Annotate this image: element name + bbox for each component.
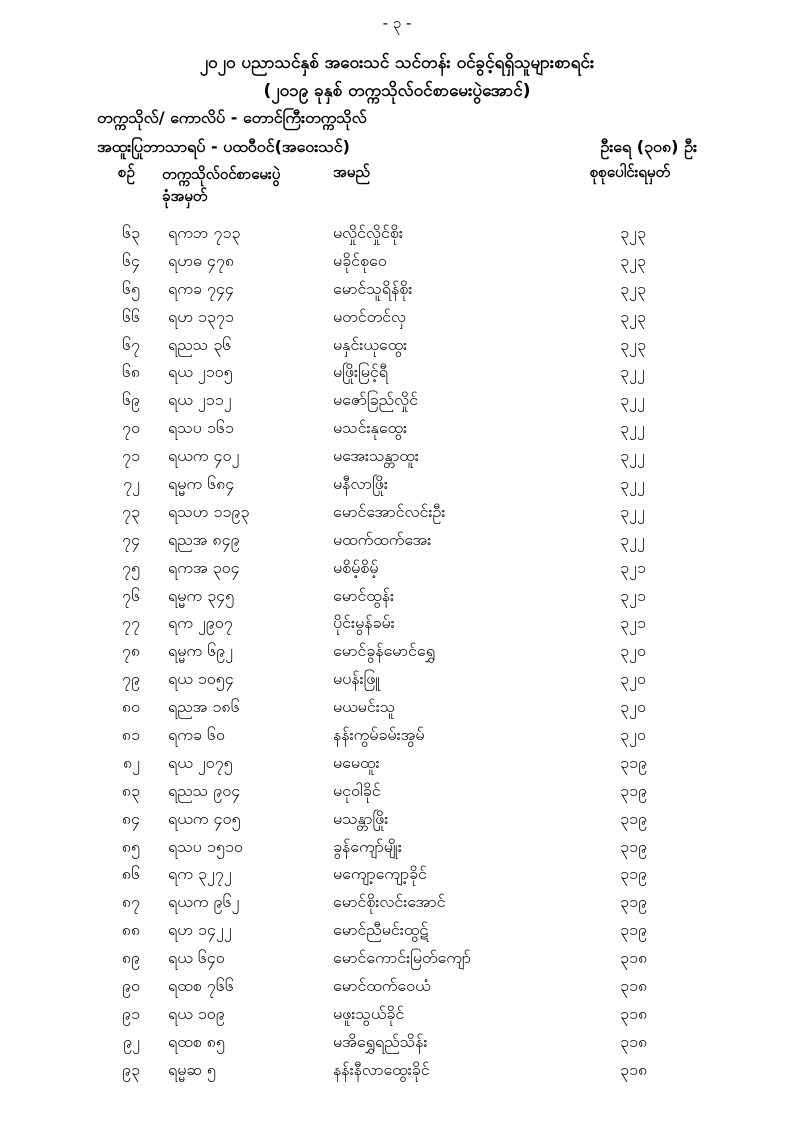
student-name: မယမင်းသူ — [333, 697, 396, 717]
row-number: ၈၂ — [123, 752, 140, 772]
roll-number: ရမ္မက ၆၉၂ — [168, 641, 233, 661]
table-row — [0, 861, 794, 889]
row-number: ၉၃ — [122, 1059, 140, 1079]
total-marks: ၃၂၁ — [620, 613, 646, 633]
total-marks: ၃၂၂ — [620, 446, 645, 466]
table-row — [0, 889, 794, 917]
roll-number: ရကဘ ၇၁၃ — [168, 222, 241, 242]
row-number: ၆၅ — [122, 278, 140, 298]
row-number: ၆၄ — [122, 250, 140, 270]
table-row — [0, 1029, 794, 1057]
student-name: မကျော့ကျော့ခိုင် — [333, 864, 427, 884]
row-number: ၆၈ — [121, 362, 140, 382]
table-row — [0, 415, 794, 443]
roll-number: ရယက ၄၀၂ — [168, 446, 240, 466]
total-marks: ၃၂၀ — [620, 724, 646, 744]
total-marks: ၃၂၂ — [620, 362, 645, 382]
total-marks: ၃၂၀ — [620, 641, 646, 661]
row-number: ၉၁ — [122, 1003, 140, 1023]
student-name: မနှင်းယုထွေး — [333, 334, 408, 354]
student-name: မစိမ့်စိမ့် — [333, 557, 379, 577]
column-header-marks: စုစုပေါင်းရမှတ် — [590, 163, 671, 181]
row-number: ၉၀ — [122, 975, 140, 995]
student-name: မမေထူး — [333, 752, 380, 772]
roll-number: ရညသ ၃၆ — [168, 334, 232, 354]
total-marks: ၃၂၃ — [620, 250, 646, 270]
total-marks: ၃၁၈ — [620, 1031, 648, 1051]
table-row — [0, 834, 794, 862]
student-name: မတင်တင်လှ — [333, 306, 407, 326]
table-row — [0, 276, 794, 304]
row-number: ၇၁ — [122, 446, 140, 466]
student-name: ပိုင်းမွန်ခမ်း — [333, 613, 395, 633]
total-marks: ၃၁၉ — [620, 920, 647, 940]
student-name: မသင်းနုထွေး — [333, 418, 408, 438]
roll-number: ရဟဓ ၄၇၈ — [168, 250, 235, 270]
student-name: မောင်ထွန်း — [333, 585, 395, 605]
table-row — [0, 1057, 794, 1085]
row-number: ၈၈ — [121, 920, 140, 940]
total-marks: ၃၂၃ — [620, 222, 646, 242]
student-name: နန်းနီလာထွေးခိုင် — [333, 1059, 430, 1079]
table-row — [0, 945, 794, 973]
student-name: မနီလာဖြိုး — [333, 473, 388, 493]
row-number: ၇၉ — [122, 669, 140, 689]
roll-number: ရကခ ၆၀ — [168, 724, 225, 744]
row-number: ၆၉ — [122, 390, 140, 410]
table-row — [0, 527, 794, 555]
row-number: ၇၆ — [122, 585, 140, 605]
student-name: မဖူးသွယ်ခိုင် — [333, 1003, 405, 1023]
roll-number: ရယက ၄၀၅ — [168, 808, 241, 828]
total-marks: ၃၁၉ — [620, 780, 647, 800]
student-name: မအိရွှေရည်သိန်း — [333, 1031, 428, 1051]
row-number: ၈၆ — [121, 864, 140, 884]
table-row — [0, 638, 794, 666]
total-marks: ၃၂၁ — [620, 557, 646, 577]
row-number: ၈၀ — [121, 697, 140, 717]
roll-number: ရညအ ၁၈၆ — [168, 697, 240, 717]
results-table — [0, 220, 794, 1085]
table-row — [0, 387, 794, 415]
row-number: ၈၇ — [121, 892, 140, 912]
roll-number: ရယက ၉၆၂ — [168, 892, 240, 912]
total-marks: ၃၂၀ — [620, 697, 646, 717]
student-name: ခွန်ကျော်မျိုး — [333, 836, 402, 856]
table-row — [0, 1001, 794, 1029]
roll-number: ရဟ ၁၄၂၂ — [168, 920, 232, 940]
total-marks: ၃၁၈ — [620, 975, 648, 995]
row-number: ၈၅ — [121, 836, 140, 856]
total-marks: ၃၁၈ — [620, 1059, 648, 1079]
student-name: မောင်အောင်လင်းဦး — [333, 501, 446, 521]
student-name: မောင်ခွန်မောင်ရွှေ — [333, 641, 436, 661]
student-name: မအေးသန္တာထူး — [333, 446, 419, 466]
total-marks: ၃၂၂ — [620, 529, 645, 549]
total-marks: ၃၁၈ — [620, 948, 648, 968]
total-marks: ၃၂၃ — [620, 306, 646, 326]
table-row — [0, 443, 794, 471]
table-row — [0, 722, 794, 750]
total-marks: ၃၂၀ — [620, 669, 646, 689]
roll-number: ရယ ၁၀၅၄ — [168, 669, 234, 689]
table-row — [0, 583, 794, 611]
row-number: ၇၃ — [122, 501, 140, 521]
table-row — [0, 304, 794, 332]
total-marks: ၃၂၂ — [620, 501, 645, 521]
total-marks: ၃၂၂ — [620, 390, 645, 410]
total-marks: ၃၂၃ — [620, 334, 646, 354]
student-name: မလှိုင်လှိုင်စိုး — [333, 222, 403, 242]
table-row — [0, 666, 794, 694]
total-marks: ၃၁၈ — [620, 1003, 648, 1023]
roll-number: ရသပ ၁၆၁ — [168, 418, 234, 438]
row-number: ၈၁ — [121, 724, 140, 744]
student-name: မခိုင်စုဝေ — [333, 250, 387, 270]
total-marks: ၃၂၁ — [620, 585, 646, 605]
table-row — [0, 499, 794, 527]
page-number: - ၃ - — [382, 14, 412, 32]
table-row — [0, 750, 794, 778]
table-row — [0, 778, 794, 806]
row-number: ၉၂ — [123, 1031, 140, 1051]
total-marks: ၃၁၉ — [620, 808, 647, 828]
row-number: ၆၃ — [122, 222, 140, 242]
total-marks: ၃၁၉ — [620, 892, 647, 912]
roll-number: ရယ ၂၀၇၅ — [168, 752, 233, 772]
table-row — [0, 610, 794, 638]
roll-number: ရယ ၆၄၀ — [168, 948, 225, 968]
student-name: မပန်းဖြူ — [333, 669, 381, 689]
student-name: မောင်သူရိန်စိုး — [333, 278, 413, 298]
roll-number: ရထစ ၈၅ — [168, 1031, 225, 1051]
student-name: မဇော်ခြည်လှိုင် — [333, 390, 418, 410]
roll-number: ရညအ ၈၄၉ — [168, 529, 240, 549]
row-number: ၈၄ — [121, 808, 140, 828]
table-row — [0, 555, 794, 583]
roll-number: ရသဟ ၁၁၉၃ — [168, 501, 250, 521]
student-name: နန်းကွမ်ခမ်းအွမ် — [333, 724, 425, 744]
total-marks: ၃၂၂ — [620, 418, 645, 438]
row-number: ၇၇ — [122, 613, 140, 633]
student-name: မောင်စိုးလင်းအောင် — [333, 892, 446, 912]
table-row — [0, 806, 794, 834]
row-number: ၆၇ — [122, 334, 140, 354]
total-count: ဦးရေ (၃၀၈) ဦး — [600, 137, 697, 156]
row-number: ၆၆ — [122, 306, 140, 326]
table-row — [0, 471, 794, 499]
column-header-name: အမည် — [333, 163, 370, 181]
row-number: ၇၄ — [122, 529, 140, 549]
roll-number: ရယ ၁၀၉ — [168, 1003, 225, 1023]
table-row — [0, 973, 794, 1001]
student-name: မောင်ကောင်းမြတ်ကျော် — [333, 948, 471, 968]
roll-number: ရမ္မက ၆၈၄ — [168, 473, 235, 493]
document-title: ၂၀၂၀ ပညာသင်နှစ် အဝေးသင် သင်တန်း ဝင်ခွင့်ရရှိသူများစာရင်း — [199, 53, 595, 73]
row-number: ၇၂ — [123, 473, 140, 493]
roll-number: ရယ ၂၁၁၂ — [168, 390, 232, 410]
roll-number: ရညသ ၉၀၄ — [168, 780, 241, 800]
student-name: မငုဝါခိုင် — [333, 780, 381, 800]
student-name: မဖြိုးမြင့်ရီ — [333, 362, 388, 382]
row-number: ၇၅ — [122, 557, 140, 577]
roll-number: ရထစ ၇၆၆ — [168, 975, 234, 995]
column-header-no: စဉ် — [118, 163, 135, 181]
table-row — [0, 359, 794, 387]
table-row — [0, 332, 794, 360]
student-name: မောင်ညီမင်းထွဋ် — [333, 920, 429, 940]
row-number: ၈၃ — [121, 780, 140, 800]
column-header-roll: တက္ကသိုလ်ဝင်စာမေးပွဲ ခုံအမှတ် — [162, 165, 281, 205]
total-marks: ၃၁၉ — [620, 752, 647, 772]
row-number: ၈၉ — [121, 948, 140, 968]
total-marks: ၃၂၃ — [620, 278, 646, 298]
student-name: မသန္တာဖြိုး — [333, 808, 389, 828]
student-name: မောင်ထက်ဝေယံ — [333, 975, 431, 995]
roll-number: ရကအ ၃၀၄ — [168, 557, 240, 577]
roll-number: ရဟ ၁၃၇၁ — [168, 306, 234, 326]
table-row — [0, 917, 794, 945]
roll-number: ရကခ ၇၄၄ — [168, 278, 234, 298]
row-number: ၇၀ — [122, 418, 140, 438]
document-subtitle: (၂၀၁၉ ခုနှစ် တက္ကသိုလ်ဝင်စာမေးပွဲအောင်) — [263, 81, 531, 101]
table-row — [0, 694, 794, 722]
roll-number: ရသပ ၁၅၁၀ — [168, 836, 243, 856]
roll-number: ရက ၂၉၀၇ — [168, 613, 233, 633]
student-name: မထက်ထက်အေး — [333, 529, 432, 549]
total-marks: ၃၁၉ — [620, 836, 647, 856]
total-marks: ၃၂၂ — [620, 473, 645, 493]
roll-number: ရမ္မက ၃၄၅ — [168, 585, 235, 605]
roll-number: ရမ္မဆ ၅ — [168, 1059, 216, 1079]
table-row — [0, 220, 794, 248]
university-line: တက္ကသိုလ်/ ကောလိပ် - တောင်ကြီးတက္ကသိုလ် — [97, 108, 367, 127]
total-marks: ၃၁၉ — [620, 864, 647, 884]
roll-number: ရယ ၂၁၀၅ — [168, 362, 233, 382]
roll-number: ရက ၃၂၇၂ — [168, 864, 232, 884]
row-number: ၇၈ — [121, 641, 140, 661]
major-line: အထူးပြုဘာသာရပ် - ပထဝီဝင်(အဝေးသင်) — [97, 137, 350, 156]
table-row — [0, 248, 794, 276]
